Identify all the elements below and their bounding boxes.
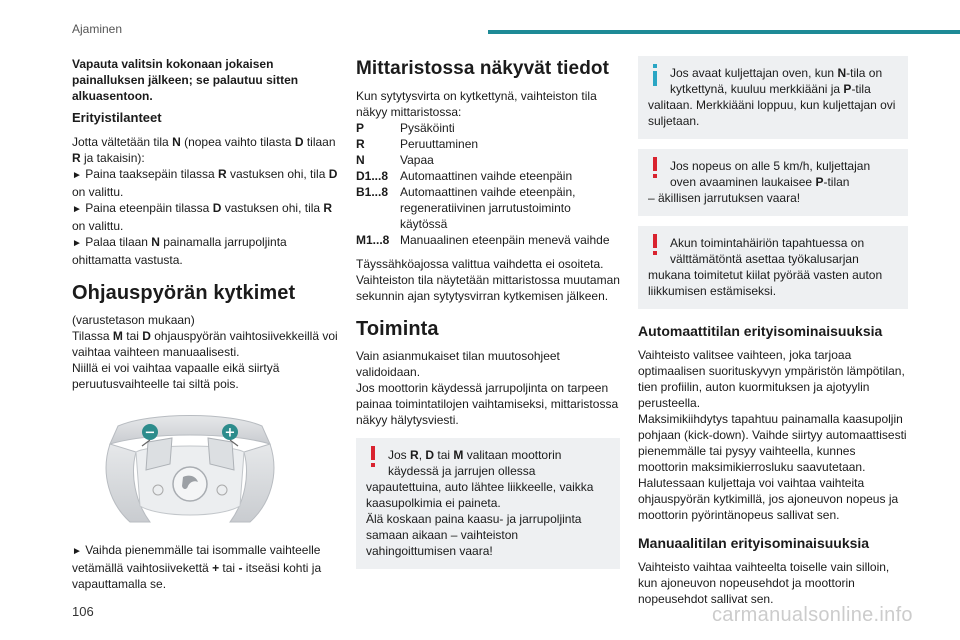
auto-p1: Vaihteisto valitsee vaihteen, joka tarjoaa optimaalisen suorituskyvyn ympäristön lämpötilan, tien profiilin, auton kuormituksen ja ajotyylin perusteella. [638,348,905,410]
warning-exclamation-icon [648,157,662,179]
auto-p3: Halutessaan kuljettaja voi vaihtaa vaihteita ohjauspyörän kytkimillä, jos ajoneuvon nopeus ja moottorin pyörintänopeus sallivat sen. [638,476,899,522]
gear-key: D1...8 [356,169,389,183]
paddle-instruction: ► Vaihda pienemmälle tai isommalle vaihteelle vetämällä vaihtosiivekettä + tai - itseäsi kohti ja vapauttamalla se. [72,543,322,591]
manual-p1: Vaihteisto vaihtaa vaihteelta toiselle vain silloin, kun ajoneuvon nopeusehdot ja moottorin nopeusehdot sallivat sen. [638,560,890,606]
gear-row [356,136,620,152]
gear-description: Manuaalinen eteenpäin menevä vaihde [400,233,610,247]
special-situations-heading: Erityistilanteet [72,110,162,125]
warning-exclamation-icon [366,446,380,468]
gear-description: Pysäköinti [400,121,455,135]
step-1: ► Paina taaksepäin tilassa R vastuksen ohi, tila D on valittu. [72,167,338,199]
trim-note: (varustetason mukaan) [72,313,195,327]
operation-heading: Toiminta [356,318,439,340]
neutral-note: Niillä ei voi vaihtaa vapaalle eikä siirtyä peruutusvaihteelle tai siltä pois. [72,361,280,391]
gear-row [356,152,620,168]
arrow-icon: ► [72,170,82,181]
instrument-intro: Kun sytytysvirta on kytkettynä, vaihteiston tila näkyy mittaristossa: [356,89,597,119]
warning-battery-continued: mukana toimitetut kiilat pyörää vasten auton liikkumisen estämiseksi. [648,268,883,298]
arrow-icon: ► [72,204,82,215]
warning-box: Jos R, D tai M valitaan moottorin käydessä ja jarrujen ollessa vapautettuina, auto lähtee liikkeelle, vaikka kaasupolkimia ei paineta. Älä koskaan paina kaasu- ja jarrupoljinta samaan aikaan – vaihteiston vahingoittumisen vaara! [356,438,620,569]
plus-paddle-label: + [224,425,236,441]
steering-wheel-icon [90,414,290,524]
step-2: ► Paina eteenpäin tilassa D vastuksen ohi, tila R on valittu. [72,201,333,233]
arrow-icon: ► [72,546,82,557]
gear-table [356,120,620,248]
gear-row [356,184,620,232]
gear-key: M1...8 [356,233,390,247]
gear-key: P [356,121,365,135]
info-box: Jos avaat kuljettajan oven, kun N-tila on kytkettynä, kuuluu merkkiääni ja P-tila valitaan. Merkkiääni loppuu, kun kuljettajan ovi suljetaan. [638,56,908,139]
warning-box-speed: Jos nopeus on alle 5 km/h, kuljettajan oven avaaminen laukaisee P-tilan – äkillisen jarrutuksen vaara! [638,149,908,216]
gear-description: Vapaa [400,153,434,167]
warning-speed-continued: – äkillisen jarrutuksen vaara! [648,191,801,205]
column-1 [72,56,340,592]
warning-continued: vapautettuina, auto lähtee liikkeelle, vaikka kaasupolkimia ei paineta. [366,480,594,510]
gear-key: R [356,137,365,151]
info-icon [648,64,662,86]
arrow-icon: ► [72,238,82,249]
column-2 [356,56,620,579]
header-accent-bar [488,30,960,34]
operation-p1: Vain asianmukaiset tilan muutosohjeet validoidaan. [356,349,560,379]
manual-shift-paragraph: Tilassa M tai D ohjauspyörän vaihtosiivekkeillä voi vaihtaa vaihteen manuaalisesti. [72,329,338,359]
warning-pedal: Älä koskaan paina kaasu- ja jarrupoljinta samaan aikaan – vaihteiston vahingoittumisen vaara! [366,512,582,558]
gear-row [356,168,620,184]
section-header: Ajaminen [72,22,123,36]
column-3 [638,56,908,607]
gear-description: Automaattinen vaihde eteenpäin, regeneratiivinen jarrutustoiminto käytössä [400,185,576,231]
instrument-after: Täyssähköajossa valittua vaihdetta ei osoiteta. Vaihteiston tila näytetään mittaristossa muutaman sekunnin ajan sytytysvirran kytkemisen jälkeen. [356,257,620,303]
gear-description: Automaattinen vaihde eteenpäin [400,169,573,183]
avoid-n-paragraph: Jotta vältetään tila N (nopea vaihto tilasta D tilaan R ja takaisin): [72,135,336,165]
intro-bold-text: Vapauta valitsin kokonaan jokaisen painalluksen jälkeen; se palautuu sitten alkuasentoon. [72,57,299,103]
auto-mode-heading: Automaattitilan erityisominaisuuksia [638,323,883,339]
gear-row [356,120,620,136]
page-number: 106 [72,604,94,619]
info-continued: valitaan. Merkkiääni loppuu, kun kuljettajan ovi suljetaan. [648,98,896,128]
gear-row [356,232,620,248]
operation-p2: Jos moottorin käydessä jarrupoljinta on tarpeen painaa toimintatilojen vaihtamiseksi, mittaristossa näkyy hälytysviesti. [356,381,619,427]
warning-box-battery: Akun toimintahäiriön tapahtuessa on välttämätöntä asettaa työkalusarjan mukana toimitetut kiilat pyörää vasten auton liikkumisen estämiseksi. [638,226,908,309]
gear-key: B1...8 [356,185,389,199]
instrument-info-heading: Mittaristossa näkyvät tiedot [356,58,610,79]
steering-switches-heading: Ohjauspyörän kytkimet [72,282,296,304]
steering-wheel-illustration [90,414,290,524]
warning-exclamation-icon [648,234,662,256]
step-3: ► Palaa tilaan N painamalla jarrupoljinta ohittamatta vastusta. [72,235,287,267]
manual-mode-heading: Manuaalitilan erityisominaisuuksia [638,535,870,551]
minus-paddle-label: − [144,425,156,441]
gear-description: Peruuttaminen [400,137,479,151]
auto-p2: Maksimikiihdytys tapahtuu painamalla kaasupoljin pohjaan (kick-down). Vaihde siirtyy automaattisesti pienemmälle tai pysyy vaihteella, kunnes moottorin maksimikierrosluku saavutetaan. [638,412,907,474]
watermark: carmanualsonline.info [712,604,913,626]
gear-key: N [356,153,365,167]
